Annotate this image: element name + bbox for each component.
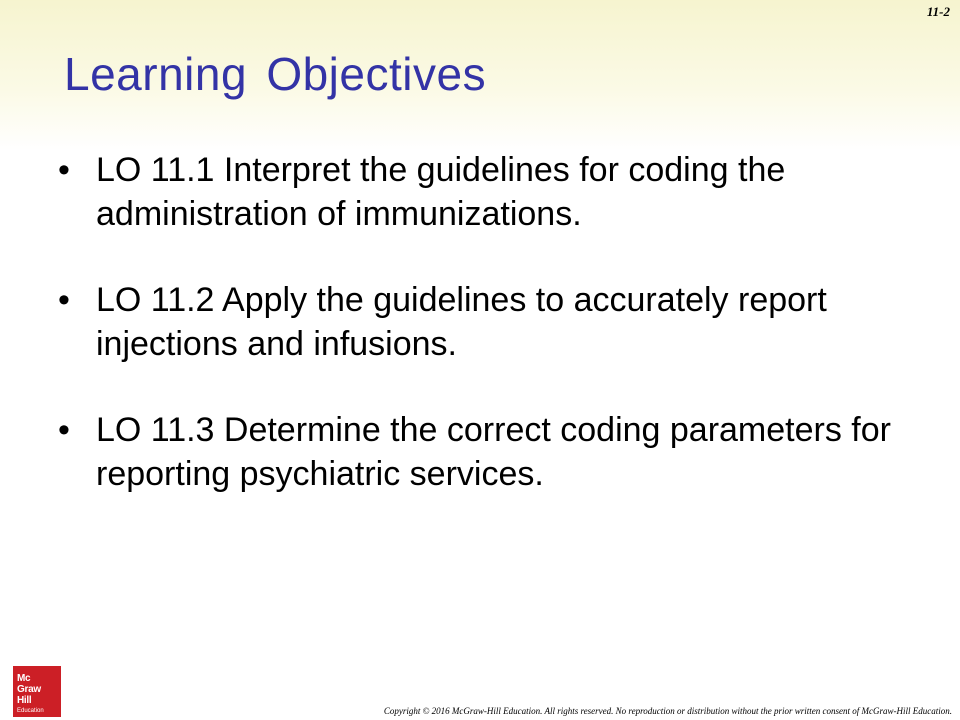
bullet-icon: • bbox=[58, 411, 70, 449]
objective-item-3 bbox=[56, 408, 916, 496]
slide-title: Learning Objectives bbox=[64, 48, 487, 100]
objectives-list bbox=[56, 148, 916, 538]
objective-text: LO 11.3 Determine the correct coding parameters for reporting psychiatric services. bbox=[96, 411, 891, 493]
logo-line: Mc bbox=[17, 673, 31, 684]
logo-line: Graw bbox=[17, 684, 41, 695]
bullet-icon: • bbox=[58, 281, 70, 319]
bullet-icon: • bbox=[58, 151, 70, 189]
objective-text: LO 11.1 Interpret the guidelines for coding the administration of immunizations. bbox=[96, 151, 786, 233]
objective-item-1 bbox=[56, 148, 916, 236]
objective-item-2 bbox=[56, 278, 916, 366]
objective-text: LO 11.2 Apply the guidelines to accurately report injections and infusions. bbox=[96, 281, 827, 363]
mcgraw-hill-logo bbox=[13, 666, 61, 717]
slide-number: 11-2 bbox=[926, 4, 950, 19]
logo-line: Education bbox=[17, 708, 44, 714]
copyright-notice: Copyright © 2016 McGraw-Hill Education. All rights reserved. No reproduction or distribution without the prior written consent of McGraw-Hill Education. bbox=[383, 706, 952, 716]
logo-line: Hill bbox=[17, 695, 32, 706]
